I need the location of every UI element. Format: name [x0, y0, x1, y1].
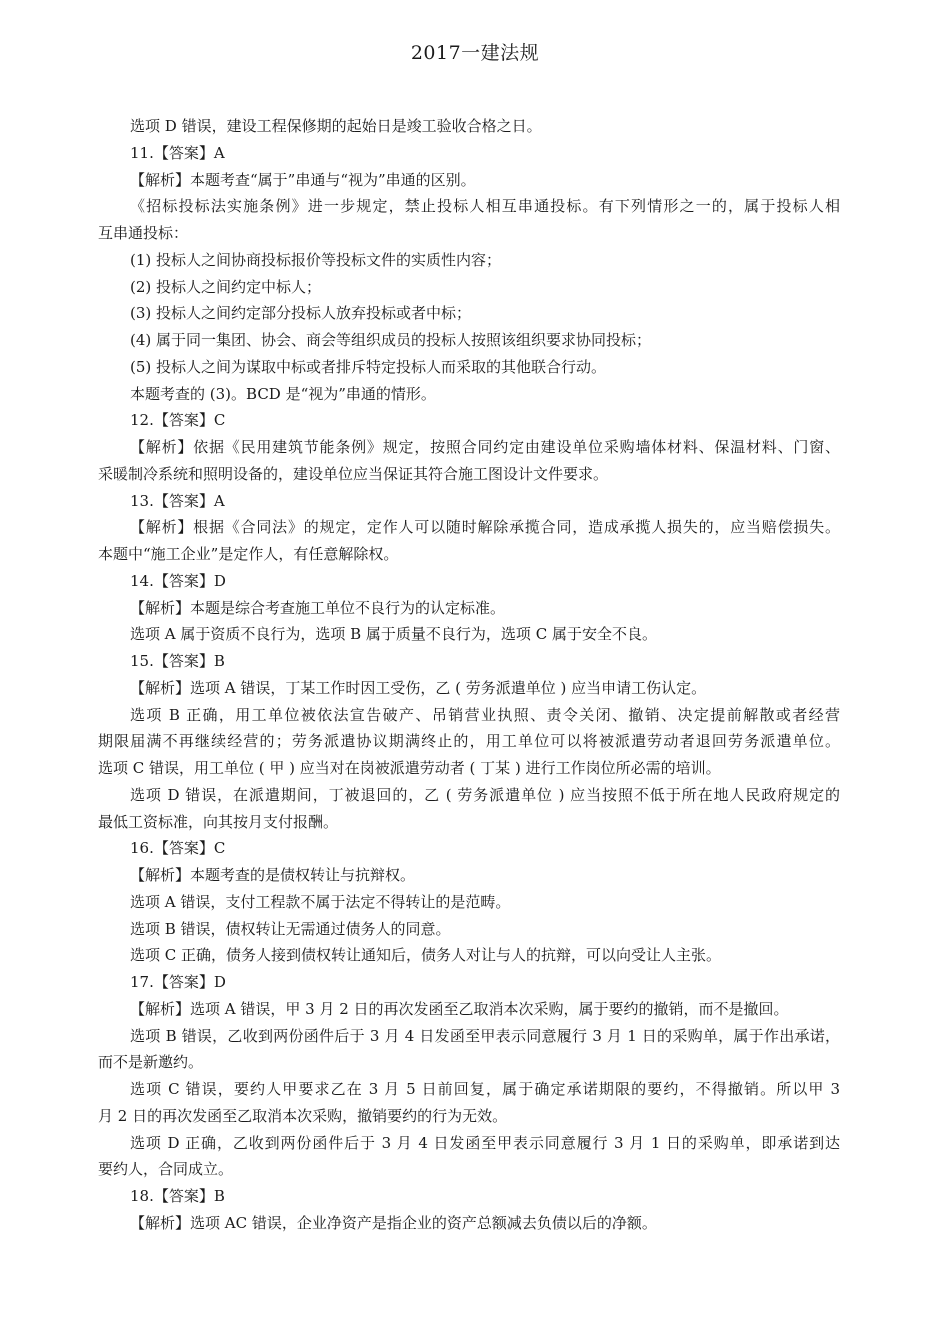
- text-line: 【解析】选项 AC 错误，企业净资产是指企业的资产总额减去负债以后的净额。: [130, 1213, 657, 1232]
- text-line: 本题中“施工企业”是定作人，有任意解除权。: [98, 545, 399, 563]
- text-line: 15.【答案】B: [130, 652, 225, 670]
- text-line: 【解析】依据《民用建筑节能条例》规定，按照合同约定由建设单位采购墙体材料、保温材料、门窗、: [130, 438, 840, 456]
- text-line: 月 2 日的再次发函至乙取消本次采购，撤销要约的行为无效。: [98, 1106, 508, 1125]
- text-line: (3) 投标人之间约定部分投标人放弃投标或者中标；: [130, 304, 472, 323]
- document-body: [98, 113, 840, 1237]
- text-line: (2) 投标人之间约定中标人；: [130, 277, 322, 296]
- text-line: 选项 B 正确，用工单位被依法宣告破产、吊销营业执照、责令关闭、撤销、决定提前解散或者经营: [130, 705, 840, 724]
- text-line: 14.【答案】D: [130, 571, 226, 590]
- text-line: (5) 投标人之间为谋取中标或者排斥特定投标人而采取的其他联合行动。: [130, 357, 607, 376]
- page-title: 2017一建法规: [410, 42, 540, 64]
- text-line: 选项 C 错误，要约人甲要求乙在 3 月 5 日前回复，属于确定承诺期限的要约，不得撤销。所以甲 3: [130, 1080, 840, 1098]
- text-line: 16.【答案】C: [130, 839, 226, 858]
- text-line: 12.【答案】C: [130, 411, 226, 430]
- text-line: 要约人，合同成立。: [98, 1160, 234, 1179]
- text-line: 互串通投标：: [98, 224, 189, 242]
- text-line: 选项 D 错误，建设工程保修期的起始日是竣工验收合格之日。: [130, 117, 542, 135]
- text-line: 17.【答案】D: [130, 973, 226, 991]
- text-line: 选项 D 正确，乙收到两份函件后于 3 月 4 日发函至甲表示同意履行 3 月 1 日的采购单，即承诺到达: [130, 1133, 840, 1152]
- text-line: 采暖制冷系统和照明设备的，建设单位应当保证其符合施工图设计文件要求。: [98, 464, 609, 483]
- text-line: 选项 A 错误，支付工程款不属于法定不得转让的是范畴。: [130, 892, 511, 911]
- text-line: (1) 投标人之间协商投标报价等投标文件的实质性内容；: [130, 250, 502, 269]
- text-line: 本题考查的 (3)。BCD 是“视为”串通的情形。: [130, 384, 436, 403]
- text-line: 选项 A 属于资质不良行为，选项 B 属于质量不良行为，选项 C 属于安全不良。: [130, 625, 657, 644]
- text-line: 选项 C 正确，债务人接到债权转让通知后，债务人对让与人的抗辩，可以向受让人主张。: [130, 946, 722, 965]
- text-line: 11.【答案】A: [130, 143, 225, 162]
- text-line: 【解析】本题考查“属于”串通与“视为”串通的区别。: [130, 170, 476, 189]
- text-line: 选项 B 错误，债权转让无需通过债务人的同意。: [130, 919, 451, 938]
- text-line: 选项 C 错误，用工单位 ( 甲 ) 应当对在岗被派遣劳动者 ( 丁某 ) 进行工作岗位所必需的培训。: [98, 759, 721, 777]
- text-line: 《招标投标法实施条例》进一步规定，禁止投标人相互串通投标。有下列情形之一的，属于投标人相: [130, 197, 840, 216]
- text-line: 【解析】本题考查的是债权转让与抗辩权。: [130, 866, 416, 884]
- text-line: 选项 D 错误，在派遣期间，丁被退回的，乙 ( 劳务派遣单位 ) 应当按照不低于所在地人民政府规定的: [130, 785, 840, 804]
- text-line: 13.【答案】A: [130, 491, 225, 510]
- text-line: 【解析】根据《合同法》的规定，定作人可以随时解除承揽合同，造成承揽人损失的，应当赔偿损失。: [130, 518, 840, 537]
- text-line: 期限届满不再继续经营的；劳务派遣协议期满终止的，用工单位可以将被派遣劳动者退回劳务派遣单位。: [98, 732, 840, 751]
- text-line: 18.【答案】B: [130, 1187, 225, 1205]
- text-line: 【解析】本题是综合考查施工单位不良行为的认定标准。: [130, 598, 506, 617]
- text-line: 选项 B 错误，乙收到两份函件后于 3 月 4 日发函至甲表示同意履行 3 月 1 日的采购单，属于作出承诺，: [130, 1026, 840, 1045]
- text-line: 而不是新邀约。: [98, 1053, 204, 1072]
- text-line: 【解析】选项 A 错误，甲 3 月 2 日的再次发函至乙取消本次采购，属于要约的撤销，而不是撤回。: [130, 999, 789, 1018]
- text-line: 最低工资标准，向其按月支付报酬。: [98, 812, 339, 831]
- text-line: 【解析】选项 A 错误，丁某工作时因工受伤，乙 ( 劳务派遣单位 ) 应当申请工伤认定。: [130, 678, 707, 697]
- text-line: (4) 属于同一集团、协会、商会等组织成员的投标人按照该组织要求协同投标；: [130, 331, 652, 349]
